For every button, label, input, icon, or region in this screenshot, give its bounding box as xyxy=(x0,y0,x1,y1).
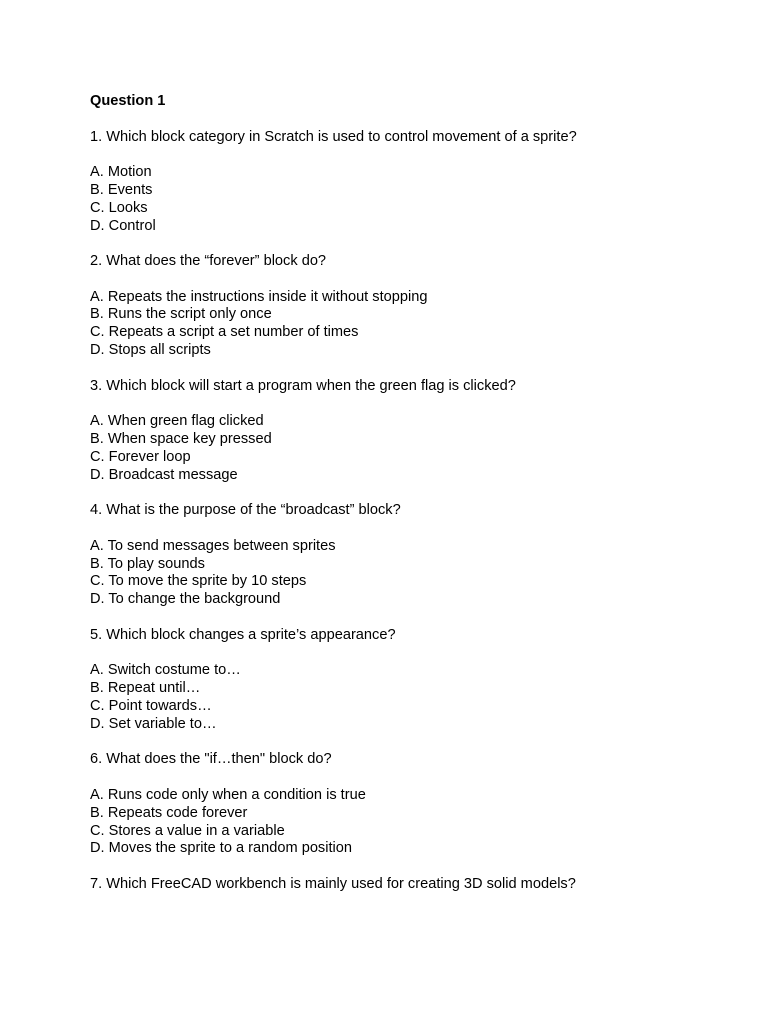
answer-option: C. Stores a value in a variable xyxy=(90,822,285,839)
answer-option: B. Runs the script only once xyxy=(90,306,272,323)
answer-option: D. Moves the sprite to a random position xyxy=(90,840,353,857)
answer-option: B. When space key pressed xyxy=(90,431,272,448)
answer-option: A. Repeats the instructions inside it without stopping xyxy=(90,288,428,305)
answer-options xyxy=(90,537,730,609)
answer-option: A. To send messages between sprites xyxy=(90,537,336,554)
answer-options xyxy=(90,163,730,235)
question-text: 7. Which FreeCAD workbench is mainly used for creating 3D solid models? xyxy=(90,875,576,892)
answer-option: A. When green flag clicked xyxy=(90,413,264,430)
question-3 xyxy=(90,377,730,484)
question-7 xyxy=(90,875,730,893)
answer-option: D. To change the background xyxy=(90,591,281,608)
answer-option: C. Repeats a script a set number of times xyxy=(90,324,359,341)
answer-option: A. Switch costume to… xyxy=(90,662,241,679)
question-1 xyxy=(90,128,730,235)
answer-options xyxy=(90,661,730,733)
answer-option: D. Set variable to… xyxy=(90,715,217,732)
answer-option: C. Looks xyxy=(90,199,148,216)
question-text: 6. What does the "if…then" block do? xyxy=(90,751,332,768)
answer-option: B. Repeats code forever xyxy=(90,804,248,821)
answer-options xyxy=(90,786,730,858)
answer-options xyxy=(90,412,730,484)
answer-option: C. Point towards… xyxy=(90,698,212,715)
question-4 xyxy=(90,501,730,608)
question-6 xyxy=(90,750,730,857)
answer-option: A. Runs code only when a condition is true xyxy=(90,786,366,803)
answer-option: B. To play sounds xyxy=(90,555,205,572)
question-text: 4. What is the purpose of the “broadcast” block? xyxy=(90,502,401,519)
question-2 xyxy=(90,252,730,359)
question-text: 3. Which block will start a program when the green flag is clicked? xyxy=(90,377,516,394)
question-text: 2. What does the “forever” block do? xyxy=(90,253,327,270)
answer-option: D. Broadcast message xyxy=(90,466,238,483)
answer-option: B. Events xyxy=(90,181,153,198)
document-heading: Question 1 xyxy=(90,93,166,109)
answer-option: C. To move the sprite by 10 steps xyxy=(90,573,307,590)
answer-option: A. Motion xyxy=(90,164,152,180)
answer-option: D. Control xyxy=(90,217,156,234)
document-page xyxy=(90,92,730,893)
answer-options xyxy=(90,288,730,360)
question-5 xyxy=(90,626,730,733)
question-text: 1. Which block category in Scratch is used to control movement of a sprite? xyxy=(90,128,577,145)
answer-option: C. Forever loop xyxy=(90,448,191,465)
question-text: 5. Which block changes a sprite’s appearance? xyxy=(90,626,396,643)
answer-option: D. Stops all scripts xyxy=(90,342,211,359)
answer-option: B. Repeat until… xyxy=(90,680,201,697)
